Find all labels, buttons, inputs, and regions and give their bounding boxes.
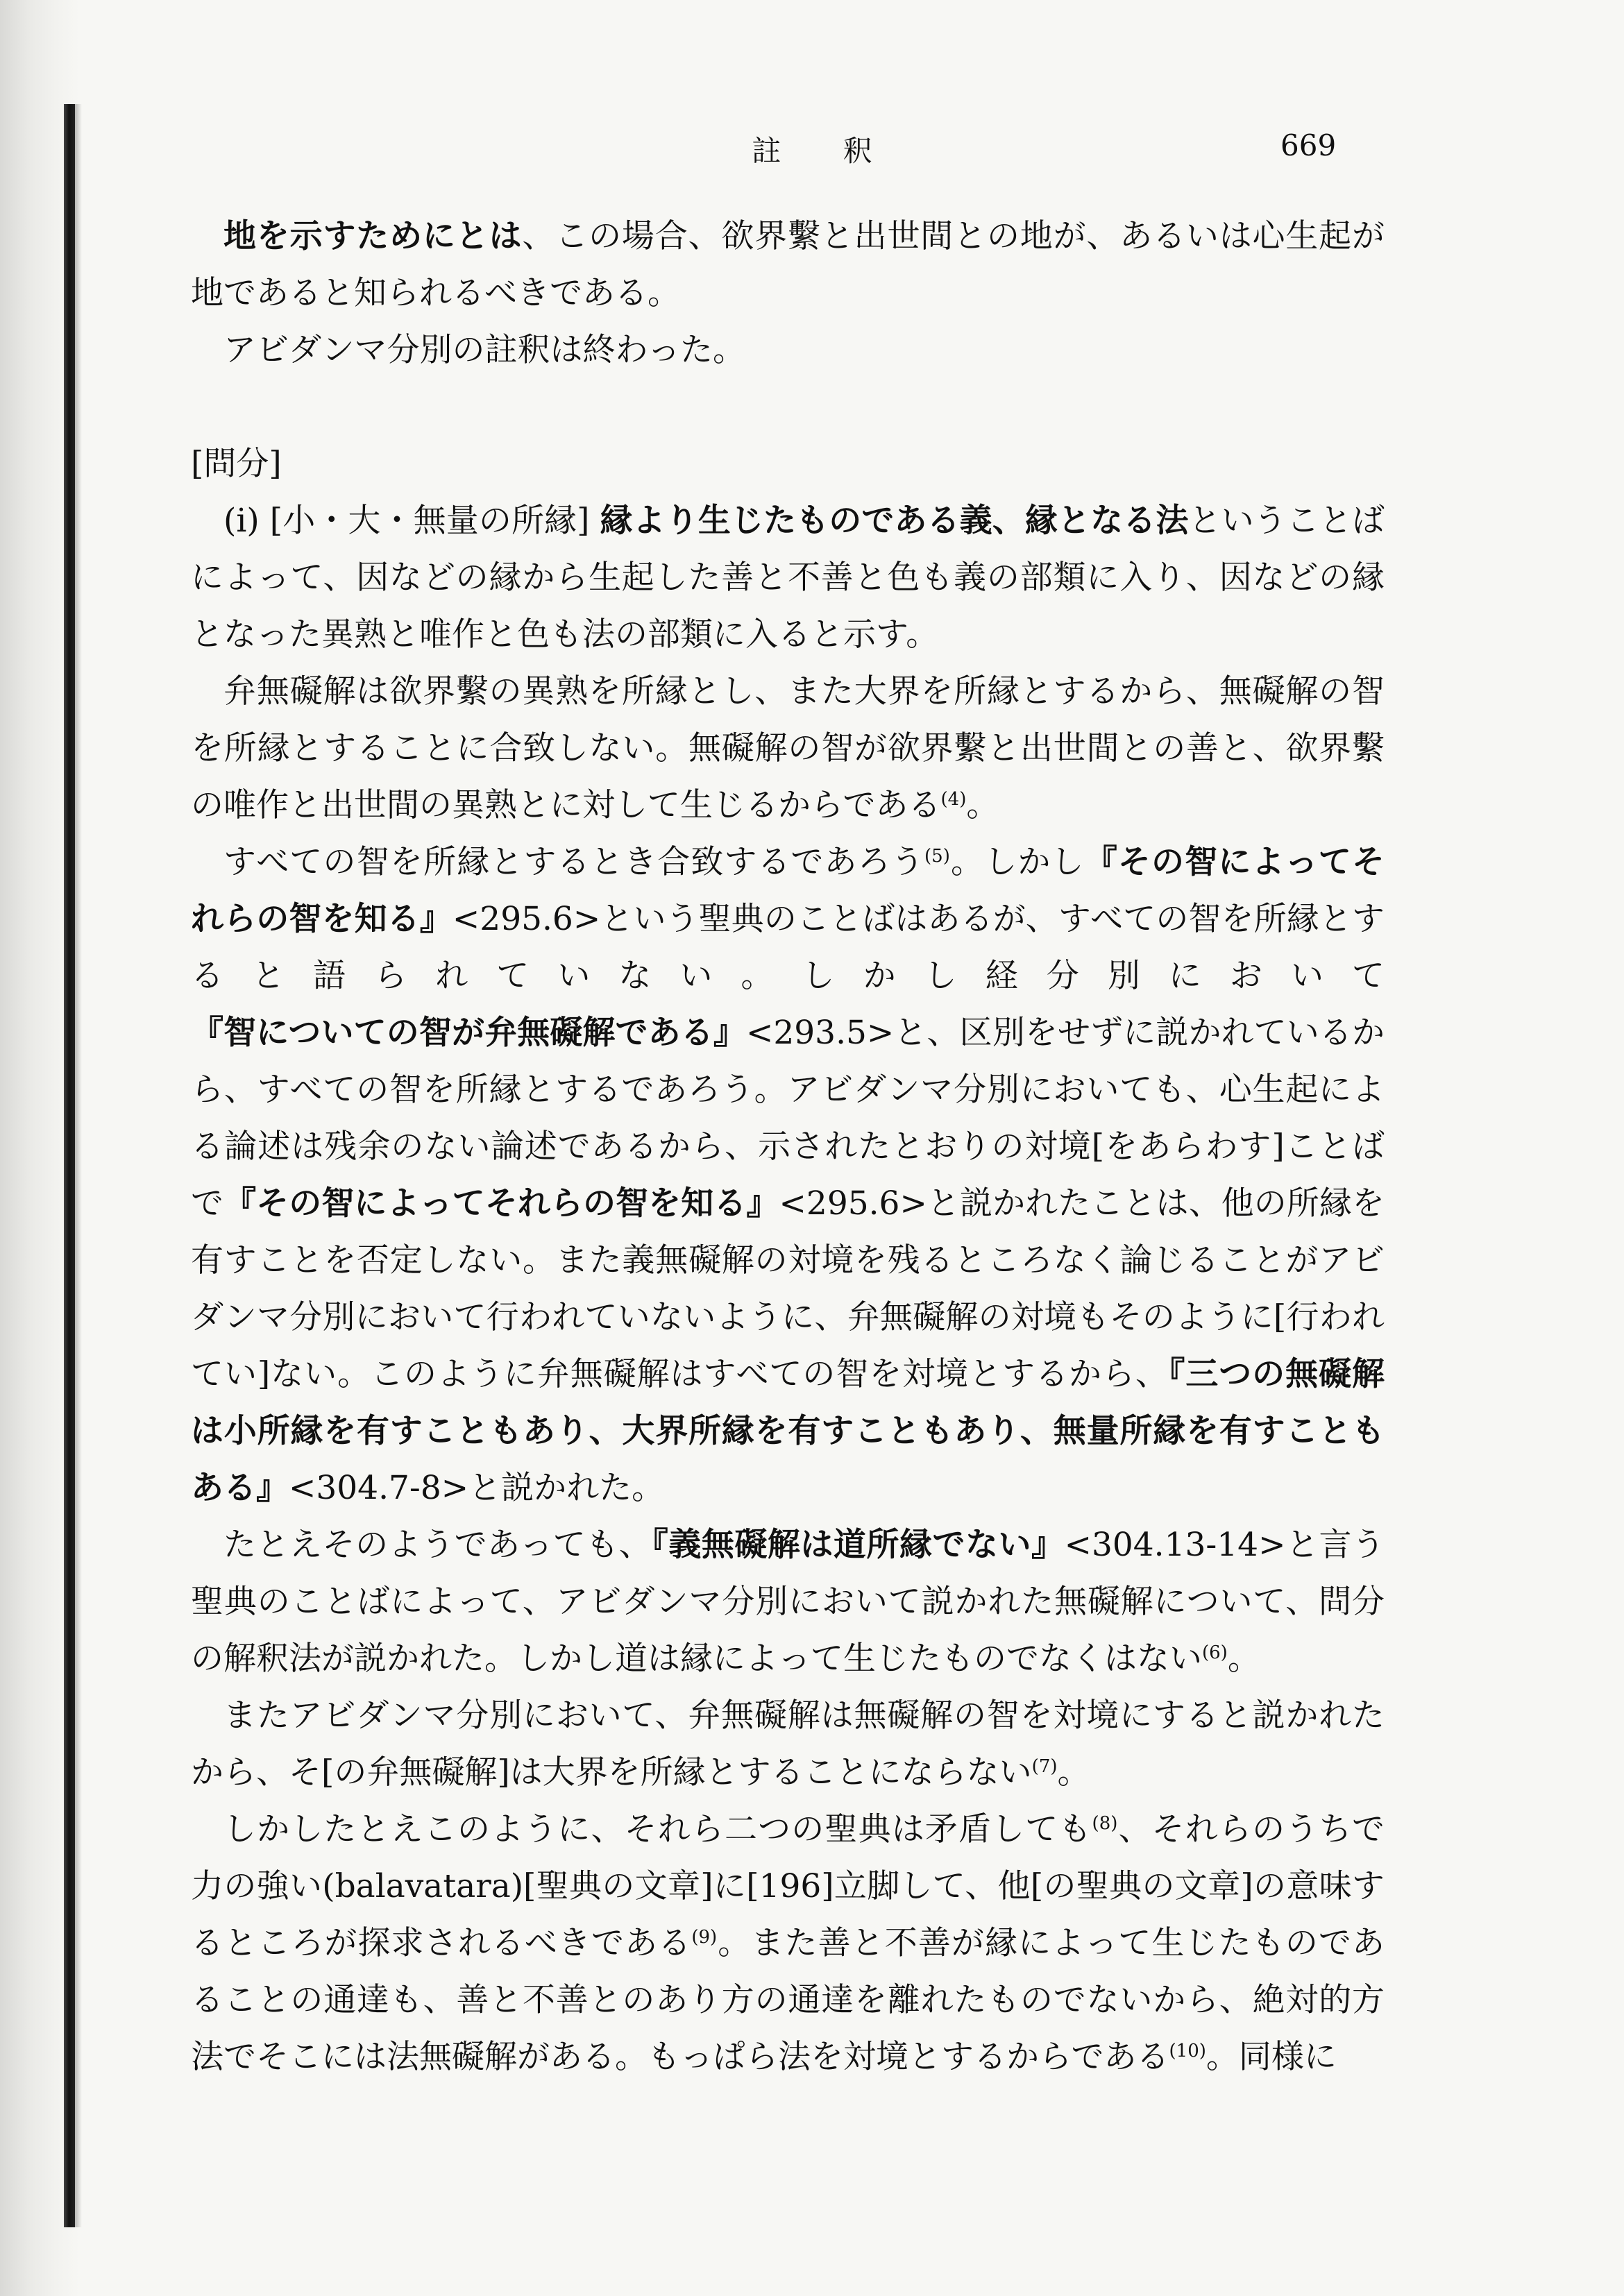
footnote-ref: (7) [1031,1756,1058,1777]
footnote-ref: (6) [1202,1642,1228,1663]
bold-quote: 『義無礙解は道所縁でない』 [652,1526,1065,1564]
footnote-ref: (10) [1169,2041,1206,2061]
section-spacer [191,379,1385,436]
paragraph-ground: 地を示すためにとは、この場合、欲界繫と出世間との地が、あるいは心生起が地であると知られるべきである。 [191,217,1385,312]
page-number: 669 [1280,128,1337,162]
section-heading: [問分] [191,445,282,483]
paragraph-abhidhamma: またアビダンマ分別において、弁無礙解は無礙解の智を対境にすると説かれたから、そ[の弁無礙解]は大界を所縁とすることにならない$^{(7)}$。 [191,1697,1385,1792]
running-header: 註 釈 [752,134,899,168]
footnote-ref: (5) [924,846,950,867]
bold-quote: 『その智によってそれらの智を知る』 [223,1184,779,1223]
bold-quote: 『その智によってそれらの智を知る』 [191,843,1385,938]
book-binding-line [64,104,75,2227]
binding-shadow [75,104,82,2227]
footnote-ref: (4) [940,789,967,810]
bold-phrase: 縁より生じたものである義、縁となる法 [600,502,1189,540]
paragraph-contradiction: しかしたとえこのように、それら二つの聖典は矛盾しても$^{(8)}$、それらのうちで力の強い(balavatara)[聖典の文章]に[196]立脚して、他[の聖典の文章]の意味するところが探求されるべきである$^{(9)}$。また善と不善が縁によって生じたものであることの通達も、善と不善とのあり方の通達を離れたものでないから、絶対的方法でそこには法無礙解がある。もっぱら法を対境とするからである$^{(10)}$。同様に [191,1810,1385,2076]
bold-quote: 『三つの無礙解は小所縁を有すこともあり、大界所縁を有すこともあり、無量所縁を有すこともある』 [191,1355,1385,1507]
footnote-ref: (8) [1092,1813,1118,1834]
paragraph-all-knowledge: すべての智を所縁とするとき合致するであろう$^{(5)}$。しかし『その智によってそれらの智を知る』<295.6>という聖典のことばはあるが、すべての智を所縁とすると語られていない。しかし経分別において『智についての智が弁無礙解である』<293.5>と、区別をせずに説かれているから、すべての智を所縁とするであろう。アビダンマ分別においても、心生起による論述は残余のない論述であるから、示されたとおりの対境[をあらわす]ことばで『その智によってそれらの智を知る』<295.6>と説かれたことは、他の所縁を有すことを否定しない。また義無礙解の対境を残るところなく論じることがアビダンマ分別において行われていないように、弁無礙解の対境もそのように[行われてい]ない。このように弁無礙解はすべての智を対境とするから、『三つの無礙解は小所縁を有すこともあり、大界所縁を有すこともあり、無量所縁を有すこともある』<304.7-8>と説かれた。 [191,843,1385,1507]
bold-phrase: 地を示すためにとは [223,217,523,255]
bold-quote: 『智についての智が弁無礙解である』 [191,1014,746,1052]
paragraph-even-so: たとえそのようであっても、『義無礙解は道所縁でない』<304.13-14>と言う聖典のことばによって、アビダンマ分別において説かれた無礙解について、問分の解釈法が説かれた。しかし道は縁によって生じたものでなくはない$^{(6)}$。 [191,1526,1385,1678]
footnote-ref: (9) [691,1927,718,1948]
paragraph-end-commentary: アビダンマ分別の註釈は終わった。 [223,331,745,369]
body-text [191,208,1385,2086]
paragraph-i: (i) [小・大・無量の所縁] 縁より生じたものである義、縁となる法ということばによって、因などの縁から生起した善と不善と色も義の部類に入り、因などの縁となった異熟と唯作と色も法の部類に入ると示す。 [191,502,1385,654]
paragraph-discrimination: 弁無礙解は欲界繫の異熟を所縁とし、また大界を所縁とするから、無礙解の智を所縁とすることに合致しない。無礙解の智が欲界繫と出世間との善と、欲界繫の唯作と出世間の異熟とに対して生じるからである$^{(4)}$。 [191,672,1385,824]
